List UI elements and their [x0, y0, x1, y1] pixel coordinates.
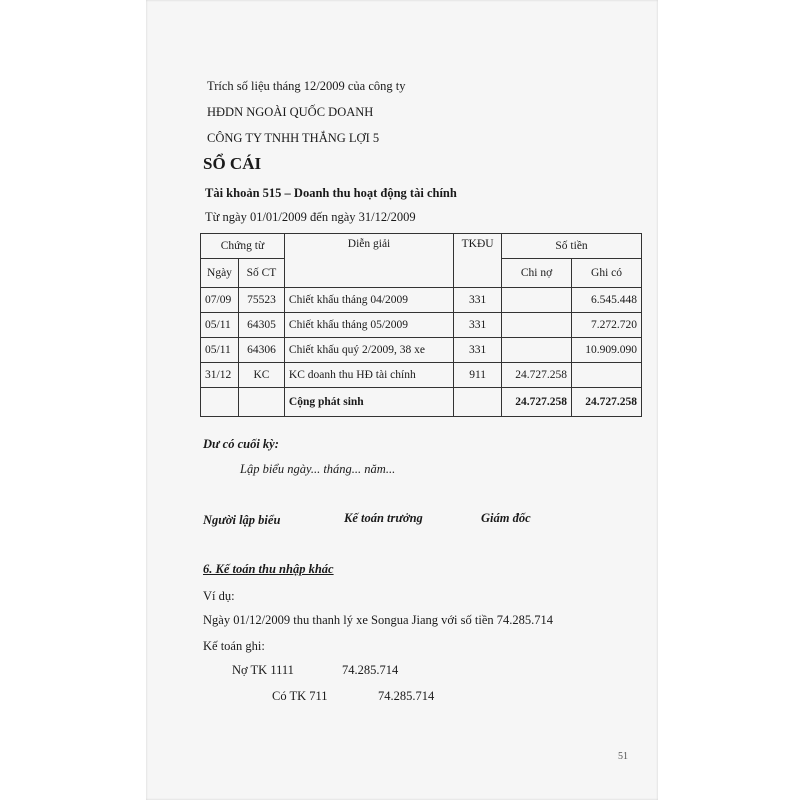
example-sentence: Ngày 01/12/2009 thu thanh lý xe Songua Jiang với số tiền 74.285.714 [203, 613, 553, 627]
cell-tkdu: 911 [454, 363, 502, 388]
cell-credit: 10.909.090 [572, 338, 642, 363]
total-debit: 24.727.258 [502, 388, 572, 417]
ledger-title: SỔ CÁI [203, 154, 262, 173]
cell-date: 05/11 [201, 313, 239, 338]
total-empty-tkdu [454, 388, 502, 417]
section-title: 6. Kế toán thu nhập khác [203, 562, 334, 576]
cell-debit [502, 313, 572, 338]
table-row [201, 288, 642, 313]
cell-debit: 24.727.258 [502, 363, 572, 388]
cell-date: 05/11 [201, 338, 239, 363]
signature-director: Giám đốc [481, 511, 531, 525]
col-debit-header: Chi nợ [502, 259, 572, 288]
col-tkdu-header: TKĐU [454, 234, 502, 288]
cell-credit: 6.545.448 [572, 288, 642, 313]
cell-no: KC [238, 363, 284, 388]
total-empty-no [238, 388, 284, 417]
table-row [201, 313, 642, 338]
credit-account: Có TK 711 [272, 689, 328, 703]
cell-desc: Chiết khấu tháng 04/2009 [284, 288, 453, 313]
cell-no: 64306 [238, 338, 284, 363]
cell-debit [502, 338, 572, 363]
header-line-2: HĐDN NGOÀI QUỐC DOANH [207, 105, 374, 119]
cell-debit [502, 288, 572, 313]
example-label: Ví dụ: [203, 589, 235, 603]
total-credit: 24.727.258 [572, 388, 642, 417]
page-number: 51 [618, 751, 628, 762]
signature-preparer: Người lập biểu [203, 513, 281, 527]
col-no-header: Số CT [238, 259, 284, 288]
cell-credit: 7.272.720 [572, 313, 642, 338]
signature-chief-accountant: Kế toán trưởng [344, 511, 423, 525]
total-label: Cộng phát sinh [284, 388, 453, 417]
table-row [201, 363, 642, 388]
cell-credit [572, 363, 642, 388]
table-row [201, 338, 642, 363]
total-row [201, 388, 642, 417]
account-line: Tài khoản 515 – Doanh thu hoạt động tài chính [205, 186, 457, 200]
cell-date: 07/09 [201, 288, 239, 313]
col-date-header: Ngày [201, 259, 239, 288]
header-line-3: CÔNG TY TNHH THẮNG LỢI 5 [207, 131, 380, 145]
credit-amount: 74.285.714 [378, 689, 435, 703]
ledger-table [200, 233, 642, 417]
cell-tkdu: 331 [454, 313, 502, 338]
header-line-1: Trích số liệu tháng 12/2009 của công ty [207, 79, 406, 93]
col-voucher-header: Chứng từ [201, 234, 285, 259]
cell-tkdu: 331 [454, 288, 502, 313]
col-amount-header: Số tiền [502, 234, 642, 259]
cell-desc: Chiết khấu tháng 05/2009 [284, 313, 453, 338]
cell-desc: Chiết khấu quý 2/2009, 38 xe [284, 338, 453, 363]
col-desc-header: Diễn giải [284, 234, 453, 288]
cell-no: 75523 [238, 288, 284, 313]
report-date-line: Lập biểu ngày... tháng... năm... [240, 462, 396, 476]
cell-no: 64305 [238, 313, 284, 338]
closing-balance-label: Dư có cuối kỳ: [203, 437, 279, 451]
cell-desc: KC doanh thu HĐ tài chính [284, 363, 453, 388]
cell-date: 31/12 [201, 363, 239, 388]
debit-account: Nợ TK 1111 [232, 663, 294, 677]
record-label: Kế toán ghi: [203, 639, 265, 653]
cell-tkdu: 331 [454, 338, 502, 363]
debit-amount: 74.285.714 [342, 663, 399, 677]
period-line: Từ ngày 01/01/2009 đến ngày 31/12/2009 [205, 210, 416, 224]
total-empty-date [201, 388, 239, 417]
col-credit-header: Ghi có [572, 259, 642, 288]
